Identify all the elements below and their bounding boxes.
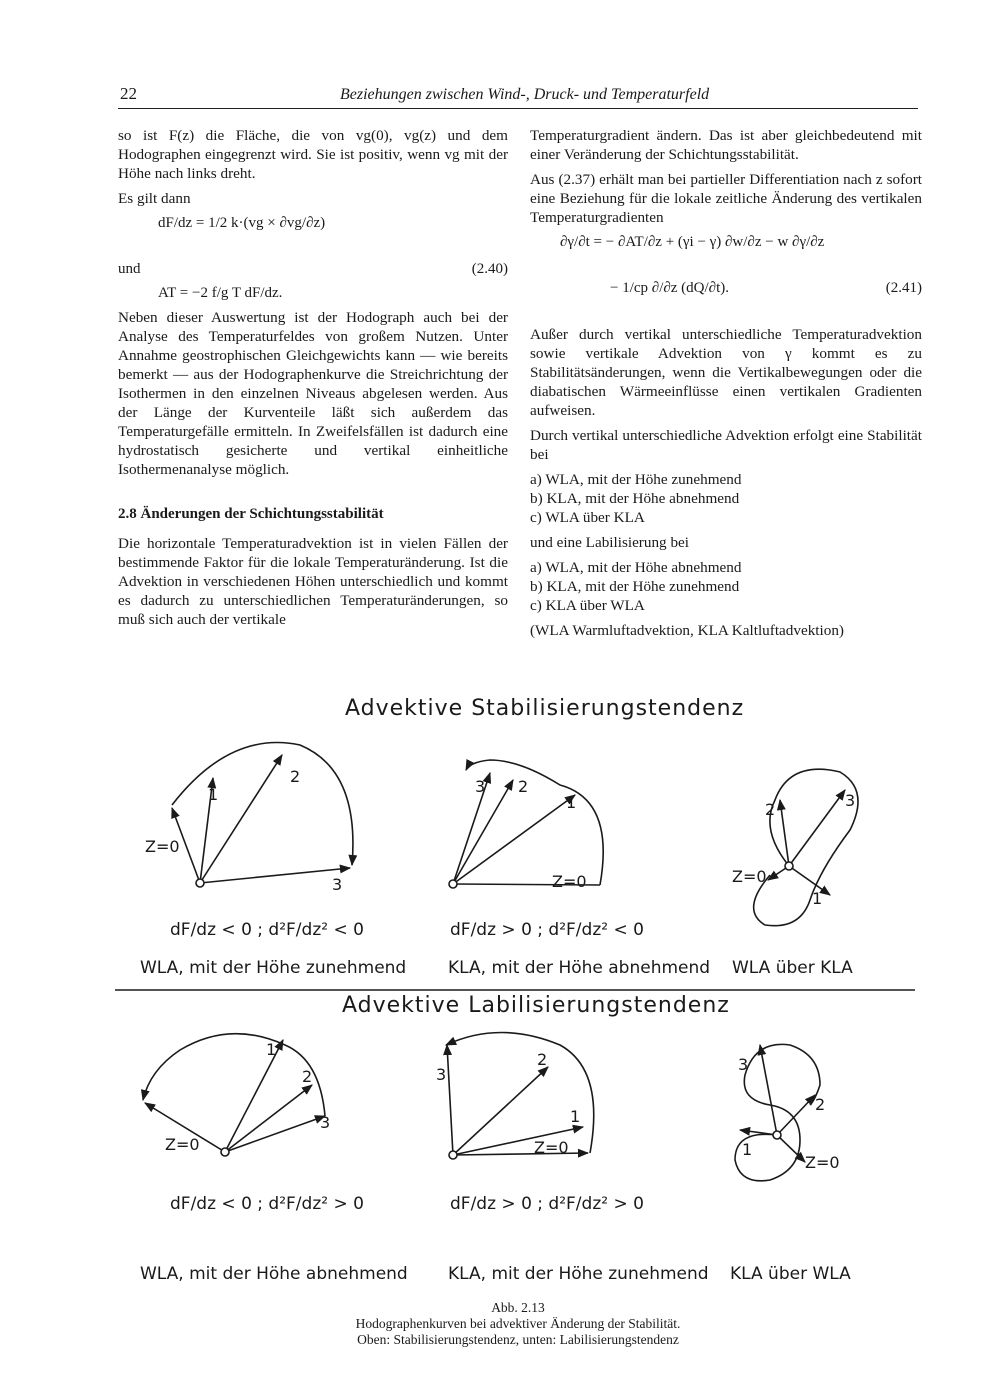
list-item: a) WLA, mit der Höhe abnehmend [530,559,742,576]
equation-number: (2.41) [885,280,922,296]
paragraph: Die horizontale Temperaturadvektion ist in vielen Fällen der bestimmende Faktor für die lokale Temperaturänderung. Ist die Advektion in verschiedenen Höhen unterschiedlich und kommt es dadurch zu unterschiedlichen Temperaturänderungen, so muß sich auch der vertikale [118,535,508,628]
formula-bottom-middle: dF/dz > 0 ; d²F/dz² > 0 [450,1194,644,1214]
equation-text: dF/dz = 1/2 k·(vg × ∂vg/∂z) [158,215,326,231]
running-title: Beziehungen zwischen Wind-, Druck- und Temperaturfeld [340,86,710,103]
paragraph: (WLA Warmluftadvektion, KLA Kaltluftadvektion) [530,622,844,639]
figure-caption-line2: Oben: Stabilisierungstendenz, unten: Labilisierungstendenz [357,1332,679,1347]
paragraph: Es gilt dann [118,190,191,207]
formula-top-middle: dF/dz > 0 ; d²F/dz² < 0 [450,920,644,940]
figure-number: Abb. 2.13 [491,1300,545,1315]
paragraph: und eine Labilisierung bei [530,534,690,551]
label-2: 2 [815,1095,826,1114]
label-1: 1 [208,785,219,804]
formula-top-left: dF/dz < 0 ; d²F/dz² < 0 [170,920,364,940]
paragraph: Durch vertikal unterschiedliche Advektion erfolgt eine Stabilität bei [530,427,922,463]
figure-title-bottom: Advektive Labilisierungstendenz [342,993,730,1018]
hodograph-top-right [754,769,858,925]
paragraph: Temperaturgradient ändern. Das ist aber gleichbedeutend mit einer Veränderung der Schichtungsstabilität. [530,127,922,163]
hodograph-bottom-middle [446,1033,594,1160]
label-2: 2 [290,767,301,786]
label-2: 2 [765,800,776,819]
label-2: 2 [537,1050,548,1069]
list-item: b) KLA, mit der Höhe zunehmend [530,578,740,595]
caption-bottom-right: KLA über WLA [730,1264,851,1284]
equation-text: ∂γ/∂t = − ∂AT/∂z + (γi − γ) ∂w/∂z − w ∂γ/∂z [560,234,825,250]
label-z0: Z=0 [165,1135,200,1154]
label-1: 1 [570,1107,581,1126]
und-word: und [118,261,141,277]
figure-caption-line1: Hodographenkurven bei advektiver Änderung der Stabilität. [355,1316,681,1331]
label-z0: Z=0 [552,872,587,891]
paragraph: Außer durch vertikal unterschiedliche Temperaturadvektion sowie vertikale Advektion von γ kommt es zu Stabilitätsänderungen, wenn die Vertikalbewegungen oder die diabatischen Wärmeeinflüsse einen vertikalen Gradienten aufweisen. [530,326,922,419]
caption-bottom-left: WLA, mit der Höhe abnehmend [140,1264,408,1284]
label-3: 3 [738,1055,749,1074]
paragraph: Aus (2.37) erhält man bei partieller Differentiation nach z sofort eine Beziehung für die lokale zeitliche Änderung des vertikalen Temperaturgradienten [530,171,922,226]
label-3: 3 [320,1113,331,1132]
label-3: 3 [475,777,486,796]
figure-title-top: Advektive Stabilisierungstendenz [345,696,745,721]
label-1: 1 [566,793,577,812]
caption-top-middle: KLA, mit der Höhe abnehmend [448,958,711,978]
formula-bottom-left: dF/dz < 0 ; d²F/dz² > 0 [170,1194,364,1214]
label-2: 2 [518,777,529,796]
section-heading: 2.8 Änderungen der Schichtungsstabilität [118,506,384,522]
list-item: b) KLA, mit der Höhe abnehmend [530,490,740,507]
label-z0: Z=0 [732,867,767,886]
equation-number: (2.40) [471,261,508,277]
paragraph: Neben dieser Auswertung ist der Hodograph auch bei der Analyse des Temperaturfeldes von großem Nutzen. Unter Annahme geostrophischen Gleichgewichts kann — wie bereits bemerkt — aus der Hodographenkurve die Streichrichtung der Isothermen in den einzelnen Niveaus abgelesen werden. Aus der Länge der Kurventeile läßt sich außerdem das Temperaturgefälle ermitteln. In Zweifelsfällen ist dadurch eine hydrostatisch gesicherte und vertikal einheitliche Isothermenanalyse möglich. [118,309,508,478]
list-item: c) WLA über KLA [530,509,645,526]
caption-bottom-middle: KLA, mit der Höhe zunehmend [448,1264,709,1284]
page-number: 22 [120,84,137,103]
equation-text: − 1/cp ∂/∂z (dQ/∂t). [610,280,730,296]
label-1: 1 [266,1040,277,1059]
label-3: 3 [436,1065,447,1084]
paragraph: so ist F(z) die Fläche, die von vg(0), vg(z) und dem Hodographen eingegrenzt wird. Sie ist positiv, wenn vg mit der Höhe nach links dreht. [118,127,508,182]
caption-top-right: WLA über KLA [732,958,853,978]
hodograph-top-left [172,743,353,888]
label-z0: Z=0 [145,837,180,856]
label-z0: Z=0 [805,1153,840,1172]
label-2: 2 [302,1067,313,1086]
list-item: c) KLA über WLA [530,597,645,614]
caption-top-left: WLA, mit der Höhe zunehmend [140,958,407,978]
label-3: 3 [332,875,343,894]
label-3: 3 [845,791,856,810]
label-z0: Z=0 [534,1138,569,1157]
label-1: 1 [742,1140,753,1159]
equation-text: AT = −2 f/g T dF/dz. [158,285,283,301]
label-1: 1 [812,889,823,908]
list-item: a) WLA, mit der Höhe zunehmend [530,471,742,488]
